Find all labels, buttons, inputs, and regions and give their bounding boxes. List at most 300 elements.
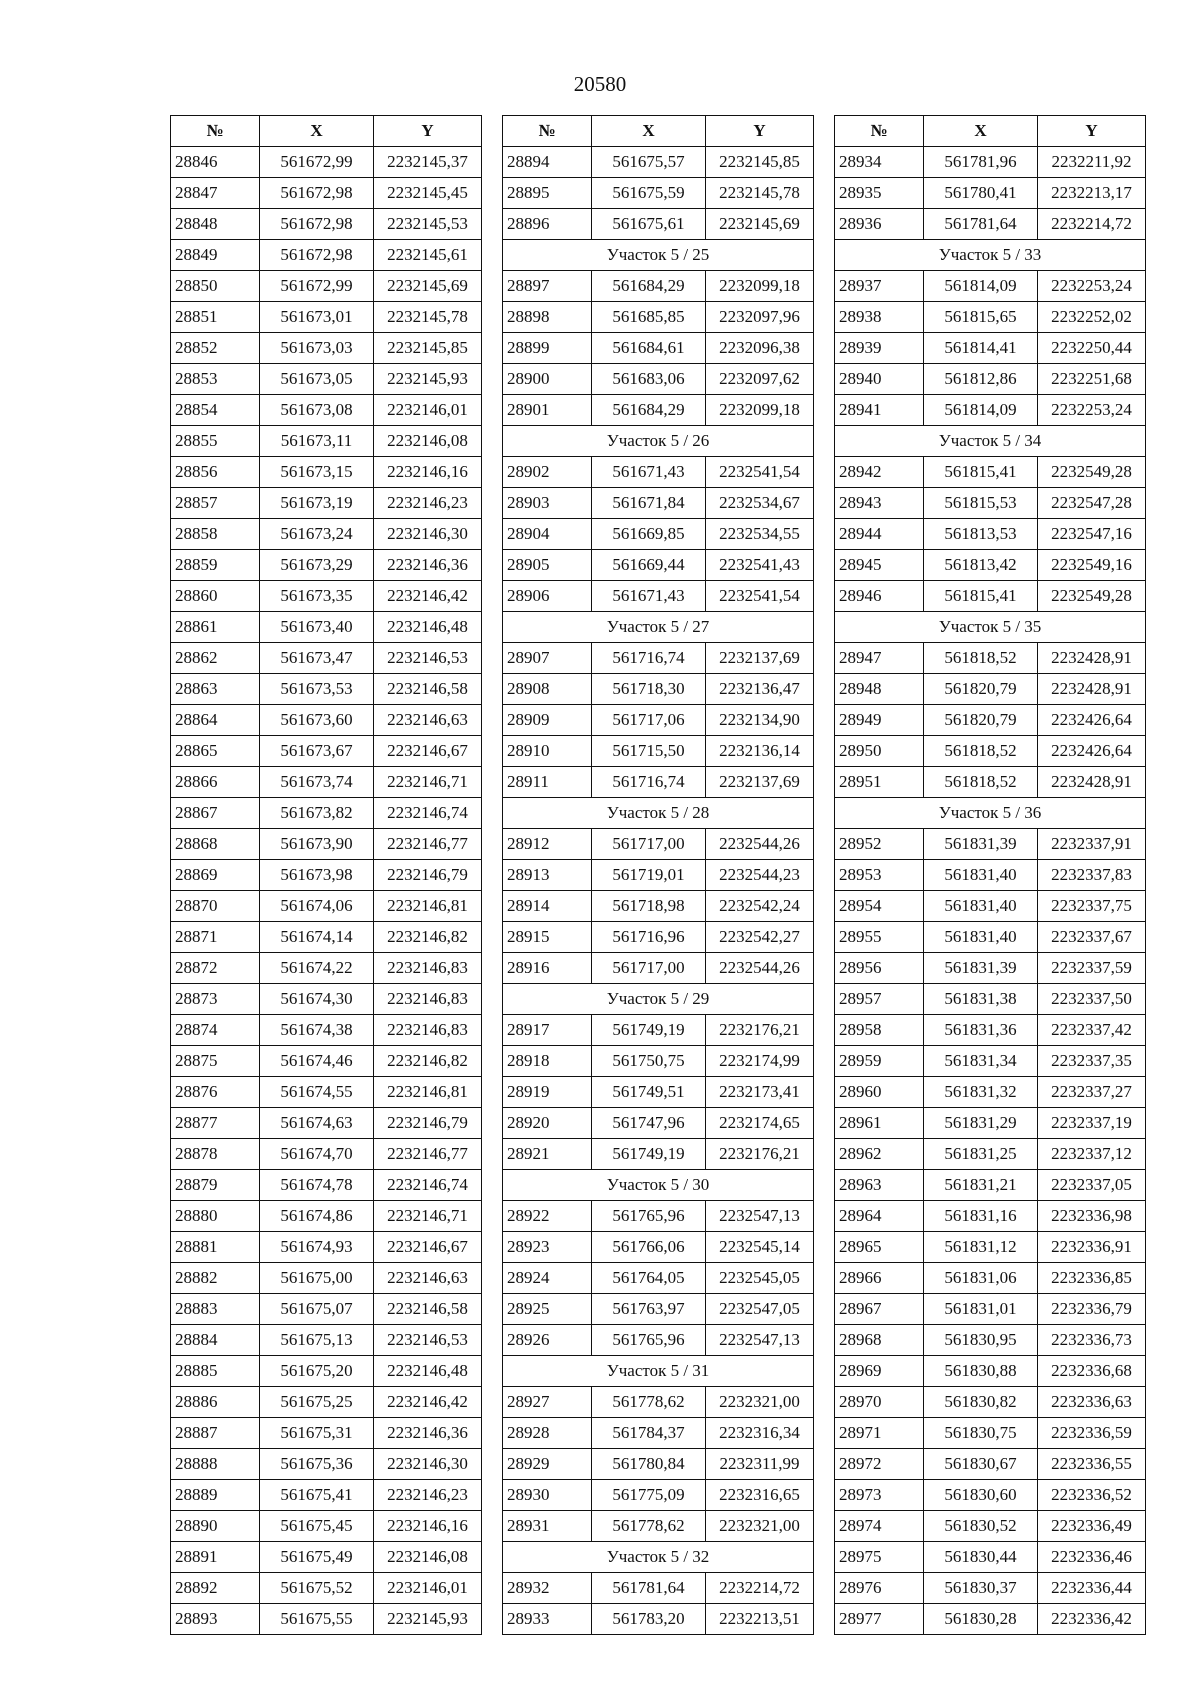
x-coordinate-cell: 561750,75 [592, 1046, 706, 1077]
x-coordinate-cell: 561830,44 [924, 1542, 1038, 1573]
y-coordinate-cell: 2232542,27 [706, 922, 814, 953]
table-header-row [835, 116, 1146, 147]
table-row [835, 1573, 1146, 1604]
y-coordinate-cell: 2232336,52 [1038, 1480, 1146, 1511]
table-row [171, 1325, 482, 1356]
y-coordinate-cell: 2232145,93 [374, 364, 482, 395]
x-coordinate-cell: 561831,40 [924, 922, 1038, 953]
x-coordinate-cell: 561831,40 [924, 860, 1038, 891]
y-coordinate-cell: 2232336,68 [1038, 1356, 1146, 1387]
point-number-cell: 28865 [171, 736, 260, 767]
point-number-cell: 28951 [835, 767, 924, 798]
point-number-cell: 28906 [503, 581, 592, 612]
table-row [835, 860, 1146, 891]
y-coordinate-cell: 2232337,91 [1038, 829, 1146, 860]
table-row [503, 953, 814, 984]
y-coordinate-cell: 2232146,74 [374, 798, 482, 829]
point-number-cell: 28943 [835, 488, 924, 519]
table-row [835, 333, 1146, 364]
point-number-cell: 28864 [171, 705, 260, 736]
table-row [835, 178, 1146, 209]
point-number-cell: 28942 [835, 457, 924, 488]
point-number-cell: 28967 [835, 1294, 924, 1325]
x-coordinate-cell: 561830,95 [924, 1325, 1038, 1356]
table-row [171, 488, 482, 519]
x-coordinate-cell: 561818,52 [924, 643, 1038, 674]
table-row [503, 767, 814, 798]
point-number-cell: 28871 [171, 922, 260, 953]
y-coordinate-cell: 2232146,53 [374, 1325, 482, 1356]
table-row [171, 736, 482, 767]
table-row [503, 1604, 814, 1635]
section-row [835, 798, 1146, 829]
x-coordinate-cell: 561780,84 [592, 1449, 706, 1480]
point-number-cell: 28945 [835, 550, 924, 581]
y-coordinate-cell: 2232545,05 [706, 1263, 814, 1294]
x-coordinate-cell: 561672,99 [260, 271, 374, 302]
point-number-cell: 28859 [171, 550, 260, 581]
x-coordinate-cell: 561815,41 [924, 457, 1038, 488]
y-coordinate-cell: 2232336,63 [1038, 1387, 1146, 1418]
point-number-cell: 28887 [171, 1418, 260, 1449]
table-row [503, 1418, 814, 1449]
point-number-cell: 28853 [171, 364, 260, 395]
point-number-cell: 28892 [171, 1573, 260, 1604]
y-coordinate-cell: 2232214,72 [1038, 209, 1146, 240]
table-row [503, 519, 814, 550]
y-coordinate-cell: 2232542,24 [706, 891, 814, 922]
coordinates-table-3 [834, 115, 1146, 1635]
y-coordinate-cell: 2232541,54 [706, 581, 814, 612]
point-number-cell: 28883 [171, 1294, 260, 1325]
table-row [503, 829, 814, 860]
x-coordinate-cell: 561674,46 [260, 1046, 374, 1077]
x-coordinate-cell: 561815,41 [924, 581, 1038, 612]
y-coordinate-cell: 2232213,51 [706, 1604, 814, 1635]
table-row [835, 922, 1146, 953]
point-number-cell: 28858 [171, 519, 260, 550]
table-row [503, 333, 814, 364]
point-number-cell: 28971 [835, 1418, 924, 1449]
y-coordinate-cell: 2232545,14 [706, 1232, 814, 1263]
y-coordinate-cell: 2232146,81 [374, 1077, 482, 1108]
x-coordinate-cell: 561831,21 [924, 1170, 1038, 1201]
x-coordinate-cell: 561716,74 [592, 767, 706, 798]
x-coordinate-cell: 561831,12 [924, 1232, 1038, 1263]
y-coordinate-cell: 2232547,13 [706, 1201, 814, 1232]
y-coordinate-cell: 2232145,61 [374, 240, 482, 271]
table-row [171, 1387, 482, 1418]
point-number-cell: 28928 [503, 1418, 592, 1449]
table-row [835, 1139, 1146, 1170]
y-coordinate-cell: 2232174,65 [706, 1108, 814, 1139]
y-coordinate-cell: 2232146,48 [374, 1356, 482, 1387]
table-row [835, 1356, 1146, 1387]
point-number-cell: 28917 [503, 1015, 592, 1046]
section-title: Участок 5 / 36 [835, 798, 1146, 829]
y-coordinate-cell: 2232250,44 [1038, 333, 1146, 364]
y-coordinate-cell: 2232146,79 [374, 1108, 482, 1139]
table-row [503, 1108, 814, 1139]
table-row [503, 922, 814, 953]
y-coordinate-cell: 2232146,36 [374, 550, 482, 581]
table-row [171, 953, 482, 984]
x-coordinate-cell: 561820,79 [924, 674, 1038, 705]
point-number-cell: 28884 [171, 1325, 260, 1356]
table-row [835, 643, 1146, 674]
y-coordinate-cell: 2232337,75 [1038, 891, 1146, 922]
table-row [503, 1046, 814, 1077]
x-coordinate-cell: 561674,30 [260, 984, 374, 1015]
y-coordinate-cell: 2232253,24 [1038, 271, 1146, 302]
section-row [503, 240, 814, 271]
table-row [835, 1108, 1146, 1139]
y-coordinate-cell: 2232145,53 [374, 209, 482, 240]
x-coordinate-cell: 561675,20 [260, 1356, 374, 1387]
y-coordinate-cell: 2232336,59 [1038, 1418, 1146, 1449]
point-number-cell: 28915 [503, 922, 592, 953]
table-row [171, 1511, 482, 1542]
table-row [503, 1294, 814, 1325]
y-coordinate-cell: 2232316,65 [706, 1480, 814, 1511]
point-number-cell: 28919 [503, 1077, 592, 1108]
y-coordinate-cell: 2232146,83 [374, 953, 482, 984]
point-number-cell: 28891 [171, 1542, 260, 1573]
section-row [835, 240, 1146, 271]
y-coordinate-cell: 2232544,26 [706, 829, 814, 860]
y-coordinate-cell: 2232146,23 [374, 1480, 482, 1511]
y-coordinate-cell: 2232253,24 [1038, 395, 1146, 426]
table-row [835, 1387, 1146, 1418]
point-number-cell: 28965 [835, 1232, 924, 1263]
y-coordinate-cell: 2232337,67 [1038, 922, 1146, 953]
point-number-cell: 28857 [171, 488, 260, 519]
x-coordinate-cell: 561718,98 [592, 891, 706, 922]
point-number-cell: 28944 [835, 519, 924, 550]
x-coordinate-cell: 561831,25 [924, 1139, 1038, 1170]
table-row [835, 209, 1146, 240]
point-number-cell: 28898 [503, 302, 592, 333]
table-row [171, 1480, 482, 1511]
table-row [171, 1170, 482, 1201]
x-coordinate-cell: 561674,55 [260, 1077, 374, 1108]
y-coordinate-cell: 2232146,01 [374, 395, 482, 426]
x-coordinate-cell: 561675,00 [260, 1263, 374, 1294]
point-number-cell: 28875 [171, 1046, 260, 1077]
coordinates-table-2 [502, 115, 814, 1635]
point-number-cell: 28975 [835, 1542, 924, 1573]
point-number-cell: 28902 [503, 457, 592, 488]
table-row [835, 488, 1146, 519]
y-coordinate-cell: 2232099,18 [706, 271, 814, 302]
point-number-cell: 28850 [171, 271, 260, 302]
x-coordinate-cell: 561813,42 [924, 550, 1038, 581]
point-number-cell: 28930 [503, 1480, 592, 1511]
y-coordinate-cell: 2232137,69 [706, 643, 814, 674]
x-coordinate-cell: 561672,98 [260, 178, 374, 209]
y-coordinate-cell: 2232134,90 [706, 705, 814, 736]
point-number-cell: 28867 [171, 798, 260, 829]
y-coordinate-cell: 2232544,26 [706, 953, 814, 984]
table-row [171, 178, 482, 209]
x-coordinate-cell: 561673,67 [260, 736, 374, 767]
point-number-cell: 28911 [503, 767, 592, 798]
table-row [171, 829, 482, 860]
point-number-cell: 28936 [835, 209, 924, 240]
y-coordinate-cell: 2232096,38 [706, 333, 814, 364]
point-number-cell: 28855 [171, 426, 260, 457]
section-row [503, 426, 814, 457]
table-row [835, 147, 1146, 178]
y-coordinate-cell: 2232336,73 [1038, 1325, 1146, 1356]
point-number-cell: 28870 [171, 891, 260, 922]
x-coordinate-cell: 561814,09 [924, 271, 1038, 302]
header-x: X [260, 116, 374, 147]
table-row [171, 612, 482, 643]
y-coordinate-cell: 2232146,08 [374, 426, 482, 457]
point-number-cell: 28889 [171, 1480, 260, 1511]
y-coordinate-cell: 2232146,53 [374, 643, 482, 674]
point-number-cell: 28874 [171, 1015, 260, 1046]
table-row [503, 550, 814, 581]
x-coordinate-cell: 561831,32 [924, 1077, 1038, 1108]
x-coordinate-cell: 561669,85 [592, 519, 706, 550]
point-number-cell: 28848 [171, 209, 260, 240]
point-number-cell: 28964 [835, 1201, 924, 1232]
section-row [835, 426, 1146, 457]
point-number-cell: 28947 [835, 643, 924, 674]
y-coordinate-cell: 2232321,00 [706, 1387, 814, 1418]
header-number: № [503, 116, 592, 147]
x-coordinate-cell: 561783,20 [592, 1604, 706, 1635]
y-coordinate-cell: 2232541,54 [706, 457, 814, 488]
x-coordinate-cell: 561830,75 [924, 1418, 1038, 1449]
point-number-cell: 28931 [503, 1511, 592, 1542]
y-coordinate-cell: 2232146,77 [374, 1139, 482, 1170]
y-coordinate-cell: 2232146,82 [374, 1046, 482, 1077]
section-title: Участок 5 / 28 [503, 798, 814, 829]
table-row [171, 984, 482, 1015]
table-row [171, 922, 482, 953]
table-row [835, 271, 1146, 302]
table-row [171, 240, 482, 271]
table-row [835, 1418, 1146, 1449]
y-coordinate-cell: 2232097,96 [706, 302, 814, 333]
x-coordinate-cell: 561674,63 [260, 1108, 374, 1139]
y-coordinate-cell: 2232146,30 [374, 519, 482, 550]
point-number-cell: 28923 [503, 1232, 592, 1263]
y-coordinate-cell: 2232336,79 [1038, 1294, 1146, 1325]
point-number-cell: 28847 [171, 178, 260, 209]
table-row [503, 643, 814, 674]
y-coordinate-cell: 2232146,23 [374, 488, 482, 519]
y-coordinate-cell: 2232176,21 [706, 1139, 814, 1170]
point-number-cell: 28873 [171, 984, 260, 1015]
y-coordinate-cell: 2232176,21 [706, 1015, 814, 1046]
y-coordinate-cell: 2232336,98 [1038, 1201, 1146, 1232]
x-coordinate-cell: 561674,06 [260, 891, 374, 922]
x-coordinate-cell: 561778,62 [592, 1511, 706, 1542]
table-row [171, 674, 482, 705]
point-number-cell: 28881 [171, 1232, 260, 1263]
x-coordinate-cell: 561672,99 [260, 147, 374, 178]
section-row [503, 984, 814, 1015]
y-coordinate-cell: 2232213,17 [1038, 178, 1146, 209]
x-coordinate-cell: 561830,82 [924, 1387, 1038, 1418]
header-number: № [171, 116, 260, 147]
table-row [835, 395, 1146, 426]
x-coordinate-cell: 561716,74 [592, 643, 706, 674]
table-row [503, 395, 814, 426]
point-number-cell: 28948 [835, 674, 924, 705]
point-number-cell: 28913 [503, 860, 592, 891]
table-row [171, 891, 482, 922]
table-row [503, 1480, 814, 1511]
y-coordinate-cell: 2232173,41 [706, 1077, 814, 1108]
x-coordinate-cell: 561747,96 [592, 1108, 706, 1139]
y-coordinate-cell: 2232214,72 [706, 1573, 814, 1604]
y-coordinate-cell: 2232336,42 [1038, 1604, 1146, 1635]
table-row [171, 798, 482, 829]
table-row [503, 488, 814, 519]
x-coordinate-cell: 561673,90 [260, 829, 374, 860]
x-coordinate-cell: 561673,74 [260, 767, 374, 798]
table-row [171, 1139, 482, 1170]
point-number-cell: 28922 [503, 1201, 592, 1232]
x-coordinate-cell: 561675,25 [260, 1387, 374, 1418]
point-number-cell: 28869 [171, 860, 260, 891]
y-coordinate-cell: 2232146,36 [374, 1418, 482, 1449]
y-coordinate-cell: 2232428,91 [1038, 643, 1146, 674]
y-coordinate-cell: 2232146,42 [374, 1387, 482, 1418]
point-number-cell: 28934 [835, 147, 924, 178]
x-coordinate-cell: 561775,09 [592, 1480, 706, 1511]
table-row [835, 1542, 1146, 1573]
section-title: Участок 5 / 26 [503, 426, 814, 457]
section-title: Участок 5 / 35 [835, 612, 1146, 643]
y-coordinate-cell: 2232251,68 [1038, 364, 1146, 395]
x-coordinate-cell: 561781,64 [592, 1573, 706, 1604]
y-coordinate-cell: 2232428,91 [1038, 674, 1146, 705]
x-coordinate-cell: 561749,19 [592, 1015, 706, 1046]
y-coordinate-cell: 2232337,35 [1038, 1046, 1146, 1077]
x-coordinate-cell: 561675,52 [260, 1573, 374, 1604]
x-coordinate-cell: 561717,00 [592, 829, 706, 860]
point-number-cell: 28894 [503, 147, 592, 178]
x-coordinate-cell: 561780,41 [924, 178, 1038, 209]
table-row [503, 147, 814, 178]
y-coordinate-cell: 2232534,67 [706, 488, 814, 519]
y-coordinate-cell: 2232145,69 [374, 271, 482, 302]
table-row [835, 1325, 1146, 1356]
x-coordinate-cell: 561830,88 [924, 1356, 1038, 1387]
y-coordinate-cell: 2232549,28 [1038, 457, 1146, 488]
x-coordinate-cell: 561673,35 [260, 581, 374, 612]
y-coordinate-cell: 2232146,81 [374, 891, 482, 922]
table-row [835, 1480, 1146, 1511]
x-coordinate-cell: 561831,29 [924, 1108, 1038, 1139]
y-coordinate-cell: 2232137,69 [706, 767, 814, 798]
table-row [503, 674, 814, 705]
header-y: Y [706, 116, 814, 147]
y-coordinate-cell: 2232146,16 [374, 457, 482, 488]
point-number-cell: 28899 [503, 333, 592, 364]
y-coordinate-cell: 2232211,92 [1038, 147, 1146, 178]
point-number-cell: 28932 [503, 1573, 592, 1604]
x-coordinate-cell: 561830,52 [924, 1511, 1038, 1542]
table-row [171, 705, 482, 736]
table-row [171, 1263, 482, 1294]
y-coordinate-cell: 2232252,02 [1038, 302, 1146, 333]
x-coordinate-cell: 561784,37 [592, 1418, 706, 1449]
y-coordinate-cell: 2232146,08 [374, 1542, 482, 1573]
x-coordinate-cell: 561830,28 [924, 1604, 1038, 1635]
point-number-cell: 28937 [835, 271, 924, 302]
table-row [503, 1232, 814, 1263]
point-number-cell: 28935 [835, 178, 924, 209]
x-coordinate-cell: 561675,55 [260, 1604, 374, 1635]
table-row [835, 1604, 1146, 1635]
table-row [503, 1387, 814, 1418]
point-number-cell: 28962 [835, 1139, 924, 1170]
point-number-cell: 28924 [503, 1263, 592, 1294]
y-coordinate-cell: 2232146,01 [374, 1573, 482, 1604]
y-coordinate-cell: 2232336,55 [1038, 1449, 1146, 1480]
y-coordinate-cell: 2232549,28 [1038, 581, 1146, 612]
x-coordinate-cell: 561765,96 [592, 1325, 706, 1356]
table-row [503, 1077, 814, 1108]
x-coordinate-cell: 561673,24 [260, 519, 374, 550]
x-coordinate-cell: 561673,60 [260, 705, 374, 736]
point-number-cell: 28927 [503, 1387, 592, 1418]
point-number-cell: 28900 [503, 364, 592, 395]
x-coordinate-cell: 561673,19 [260, 488, 374, 519]
x-coordinate-cell: 561672,98 [260, 240, 374, 271]
x-coordinate-cell: 561673,47 [260, 643, 374, 674]
y-coordinate-cell: 2232541,43 [706, 550, 814, 581]
table-row [171, 395, 482, 426]
x-coordinate-cell: 561818,52 [924, 736, 1038, 767]
y-coordinate-cell: 2232426,64 [1038, 705, 1146, 736]
point-number-cell: 28966 [835, 1263, 924, 1294]
table-row [171, 1356, 482, 1387]
point-number-cell: 28866 [171, 767, 260, 798]
table-row [835, 767, 1146, 798]
x-coordinate-cell: 561673,82 [260, 798, 374, 829]
y-coordinate-cell: 2232145,45 [374, 178, 482, 209]
point-number-cell: 28851 [171, 302, 260, 333]
page-number: 20580 [573, 72, 627, 96]
x-coordinate-cell: 561675,31 [260, 1418, 374, 1449]
table-row [503, 860, 814, 891]
y-coordinate-cell: 2232321,00 [706, 1511, 814, 1542]
table-row [171, 364, 482, 395]
table-row [171, 1294, 482, 1325]
point-number-cell: 28958 [835, 1015, 924, 1046]
section-title: Участок 5 / 30 [503, 1170, 814, 1201]
point-number-cell: 28879 [171, 1170, 260, 1201]
x-coordinate-cell: 561673,08 [260, 395, 374, 426]
x-coordinate-cell: 561765,96 [592, 1201, 706, 1232]
section-row [503, 1542, 814, 1573]
point-number-cell: 28946 [835, 581, 924, 612]
point-number-cell: 28920 [503, 1108, 592, 1139]
x-coordinate-cell: 561671,84 [592, 488, 706, 519]
x-coordinate-cell: 561813,53 [924, 519, 1038, 550]
table-row [171, 302, 482, 333]
table-row [171, 1077, 482, 1108]
point-number-cell: 28957 [835, 984, 924, 1015]
